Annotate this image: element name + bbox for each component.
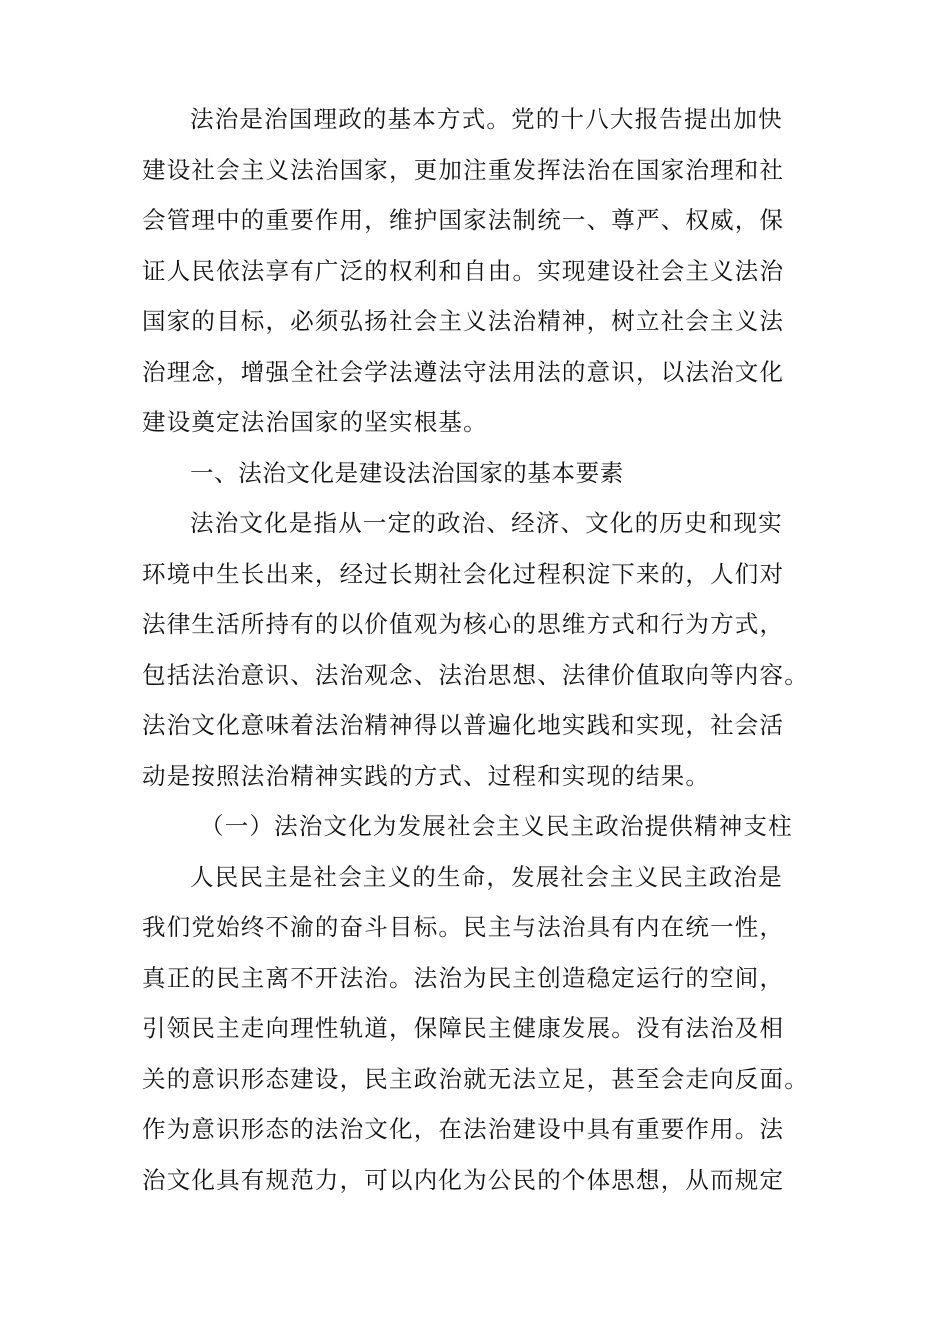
text-line: 人民民主是社会主义的生命，发展社会主义民主政治是 xyxy=(190,862,783,891)
text-line: 环境中生长出来，经过长期社会化过程积淀下来的，人们对 xyxy=(142,559,785,588)
text-line: 包括法治意识、法治观念、法治思想、法律价值取向等内容。 xyxy=(142,660,809,689)
text-line: 国家的目标，必须弘扬社会主义法治精神，树立社会主义法 xyxy=(142,307,785,335)
paragraph-democracy xyxy=(142,852,810,1206)
text-line: 法律生活所持有的以价值观为核心的思维方式和行为方式， xyxy=(142,610,785,638)
text-line: 引领民主走向理性轨道，保障民主健康发展。没有法治及相 xyxy=(142,1014,785,1042)
paragraph-intro xyxy=(142,94,810,448)
text-line: 法治是治国理政的基本方式。党的十八大报告提出加快 xyxy=(190,105,783,133)
text-line: 法治文化意味着法治精神得以普遍化地实践和实现，社会活 xyxy=(142,711,785,739)
text-line: 建设社会主义法治国家，更加注重发挥法治在国家治理和社 xyxy=(142,155,785,184)
text-line: 关的意识形态建设，民主政治就无法立足，甚至会走向反面。 xyxy=(142,1064,809,1093)
text-line: 真正的民主离不开法治。法治为民主创造稳定运行的空间， xyxy=(142,963,785,992)
text-line: 治文化具有规范力，可以内化为公民的个体思想，从而规定 xyxy=(142,1165,785,1194)
text-line: 法治文化是指从一定的政治、经济、文化的历史和现实 xyxy=(190,509,783,537)
subsection-heading: （一）法治文化为发展社会主义民主政治提供精神支柱 xyxy=(200,812,793,840)
paragraph-definition xyxy=(142,498,810,801)
text-line: 会管理中的重要作用，维护国家法制统一、尊严、权威，保 xyxy=(142,206,785,234)
document-body xyxy=(142,94,810,1205)
text-line: 建设奠定法治国家的坚实根基。 xyxy=(142,408,488,436)
text-line: 治理念，增强全社会学法遵法守法用法的意识，以法治文化 xyxy=(142,357,785,386)
section-heading: 一、法治文化是建设法治国家的基本要素 xyxy=(190,458,624,487)
text-line: 证人民依法享有广泛的权利和自由。实现建设社会主义法治 xyxy=(142,256,785,285)
text-line: 动是按照法治精神实践的方式、过程和实现的结果。 xyxy=(142,761,711,790)
text-line: 我们党始终不渝的奋斗目标。民主与法治具有内在统一性， xyxy=(142,913,785,941)
text-line: 作为意识形态的法治文化，在法治建设中具有重要作用。法 xyxy=(142,1115,785,1143)
